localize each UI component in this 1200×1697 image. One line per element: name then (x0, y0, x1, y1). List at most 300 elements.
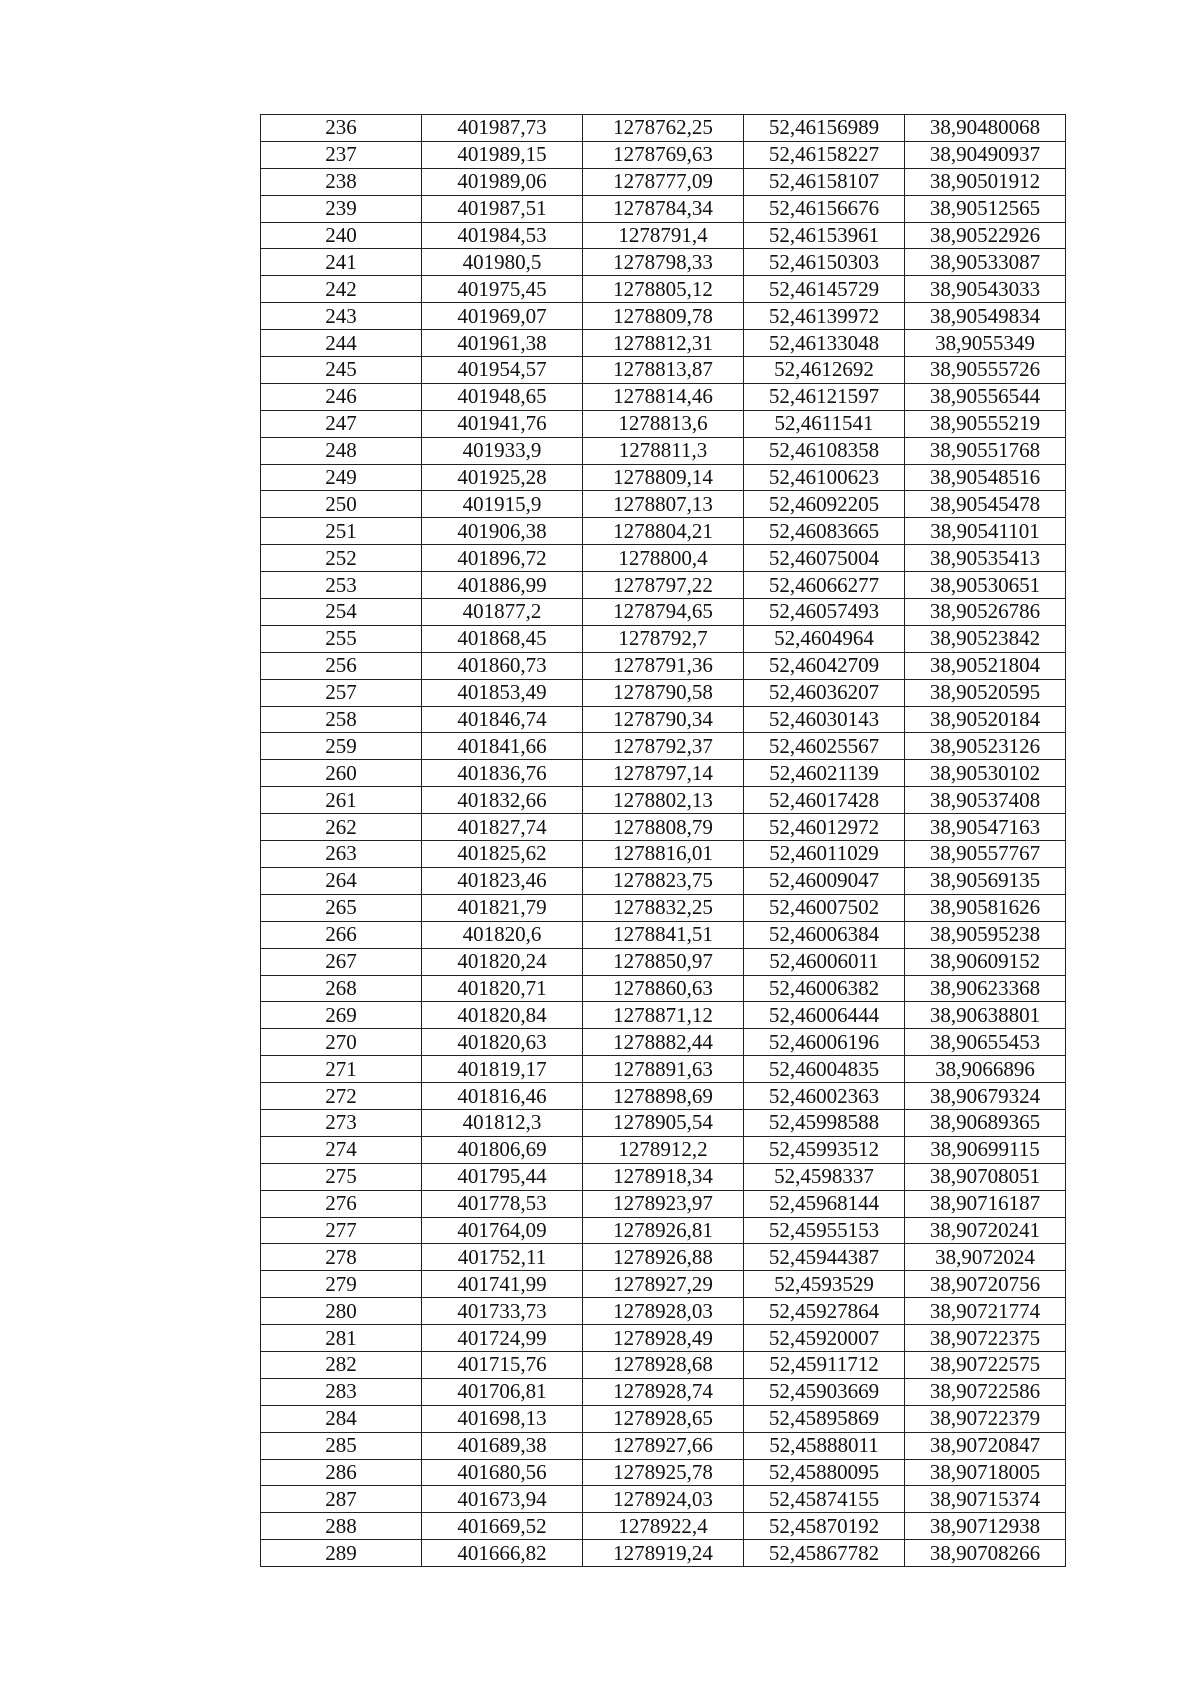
x-coordinate-cell: 401820,84 (422, 1002, 583, 1029)
y-coordinate-cell: 1278928,68 (583, 1351, 744, 1378)
table-row (261, 1244, 1066, 1271)
y-coordinate-cell: 1278791,4 (583, 222, 744, 249)
longitude-cell: 38,90556544 (905, 383, 1066, 410)
table-row (261, 948, 1066, 975)
point-number-cell: 238 (261, 168, 422, 195)
point-number-cell: 282 (261, 1351, 422, 1378)
longitude-cell: 38,90512565 (905, 195, 1066, 222)
latitude-cell: 52,46017428 (744, 787, 905, 814)
x-coordinate-cell: 401877,2 (422, 599, 583, 626)
table-row (261, 195, 1066, 222)
point-number-cell: 278 (261, 1244, 422, 1271)
latitude-cell: 52,46083665 (744, 518, 905, 545)
x-coordinate-cell: 401860,73 (422, 652, 583, 679)
longitude-cell: 38,90533087 (905, 249, 1066, 276)
point-number-cell: 250 (261, 491, 422, 518)
y-coordinate-cell: 1278924,03 (583, 1486, 744, 1513)
x-coordinate-cell: 401764,09 (422, 1217, 583, 1244)
y-coordinate-cell: 1278800,4 (583, 545, 744, 572)
latitude-cell: 52,46009047 (744, 867, 905, 894)
table-row (261, 625, 1066, 652)
latitude-cell: 52,46158227 (744, 141, 905, 168)
point-number-cell: 266 (261, 921, 422, 948)
point-number-cell: 289 (261, 1540, 422, 1567)
latitude-cell: 52,46150303 (744, 249, 905, 276)
y-coordinate-cell: 1278823,75 (583, 867, 744, 894)
latitude-cell: 52,46006444 (744, 1002, 905, 1029)
point-number-cell: 284 (261, 1405, 422, 1432)
table-row (261, 1271, 1066, 1298)
longitude-cell: 38,90720847 (905, 1432, 1066, 1459)
longitude-cell: 38,90722575 (905, 1351, 1066, 1378)
point-number-cell: 261 (261, 787, 422, 814)
longitude-cell: 38,90520184 (905, 706, 1066, 733)
x-coordinate-cell: 401673,94 (422, 1486, 583, 1513)
y-coordinate-cell: 1278927,29 (583, 1271, 744, 1298)
latitude-cell: 52,4598337 (744, 1163, 905, 1190)
longitude-cell: 38,90522926 (905, 222, 1066, 249)
y-coordinate-cell: 1278882,44 (583, 1029, 744, 1056)
y-coordinate-cell: 1278797,14 (583, 760, 744, 787)
table-row (261, 1190, 1066, 1217)
table-row (261, 1405, 1066, 1432)
latitude-cell: 52,45911712 (744, 1351, 905, 1378)
x-coordinate-cell: 401752,11 (422, 1244, 583, 1271)
longitude-cell: 38,90715374 (905, 1486, 1066, 1513)
table-row (261, 357, 1066, 384)
latitude-cell: 52,46108358 (744, 437, 905, 464)
y-coordinate-cell: 1278923,97 (583, 1190, 744, 1217)
table-row (261, 303, 1066, 330)
latitude-cell: 52,46021139 (744, 760, 905, 787)
table-row (261, 168, 1066, 195)
point-number-cell: 287 (261, 1486, 422, 1513)
x-coordinate-cell: 401819,17 (422, 1056, 583, 1083)
x-coordinate-cell: 401706,81 (422, 1378, 583, 1405)
longitude-cell: 38,90623368 (905, 975, 1066, 1002)
point-number-cell: 255 (261, 625, 422, 652)
point-number-cell: 256 (261, 652, 422, 679)
y-coordinate-cell: 1278926,81 (583, 1217, 744, 1244)
latitude-cell: 52,46006011 (744, 948, 905, 975)
y-coordinate-cell: 1278802,13 (583, 787, 744, 814)
point-number-cell: 276 (261, 1190, 422, 1217)
y-coordinate-cell: 1278792,7 (583, 625, 744, 652)
latitude-cell: 52,46100623 (744, 464, 905, 491)
table-row (261, 1083, 1066, 1110)
longitude-cell: 38,90549834 (905, 303, 1066, 330)
x-coordinate-cell: 401820,63 (422, 1029, 583, 1056)
latitude-cell: 52,45920007 (744, 1325, 905, 1352)
longitude-cell: 38,90720756 (905, 1271, 1066, 1298)
longitude-cell: 38,90581626 (905, 894, 1066, 921)
latitude-cell: 52,46092205 (744, 491, 905, 518)
y-coordinate-cell: 1278777,09 (583, 168, 744, 195)
point-number-cell: 258 (261, 706, 422, 733)
y-coordinate-cell: 1278791,36 (583, 652, 744, 679)
table-row (261, 1486, 1066, 1513)
x-coordinate-cell: 401733,73 (422, 1298, 583, 1325)
table-row (261, 867, 1066, 894)
x-coordinate-cell: 401925,28 (422, 464, 583, 491)
y-coordinate-cell: 1278804,21 (583, 518, 744, 545)
y-coordinate-cell: 1278928,65 (583, 1405, 744, 1432)
x-coordinate-cell: 401933,9 (422, 437, 583, 464)
table-row (261, 1217, 1066, 1244)
latitude-cell: 52,46156989 (744, 115, 905, 142)
longitude-cell: 38,90721774 (905, 1298, 1066, 1325)
point-number-cell: 273 (261, 1109, 422, 1136)
table-row (261, 545, 1066, 572)
point-number-cell: 254 (261, 599, 422, 626)
table-row (261, 572, 1066, 599)
x-coordinate-cell: 401906,38 (422, 518, 583, 545)
longitude-cell: 38,90523842 (905, 625, 1066, 652)
y-coordinate-cell: 1278816,01 (583, 841, 744, 868)
table-row (261, 679, 1066, 706)
x-coordinate-cell: 401820,6 (422, 921, 583, 948)
point-number-cell: 262 (261, 814, 422, 841)
table-row (261, 814, 1066, 841)
y-coordinate-cell: 1278809,14 (583, 464, 744, 491)
x-coordinate-cell: 401806,69 (422, 1136, 583, 1163)
x-coordinate-cell: 401989,15 (422, 141, 583, 168)
x-coordinate-cell: 401778,53 (422, 1190, 583, 1217)
latitude-cell: 52,45955153 (744, 1217, 905, 1244)
longitude-cell: 38,90547163 (905, 814, 1066, 841)
y-coordinate-cell: 1278805,12 (583, 276, 744, 303)
point-number-cell: 271 (261, 1056, 422, 1083)
point-number-cell: 246 (261, 383, 422, 410)
point-number-cell: 249 (261, 464, 422, 491)
longitude-cell: 38,90699115 (905, 1136, 1066, 1163)
longitude-cell: 38,90535413 (905, 545, 1066, 572)
x-coordinate-cell: 401987,73 (422, 115, 583, 142)
table-row (261, 518, 1066, 545)
y-coordinate-cell: 1278807,13 (583, 491, 744, 518)
longitude-cell: 38,90521804 (905, 652, 1066, 679)
latitude-cell: 52,45867782 (744, 1540, 905, 1567)
point-number-cell: 277 (261, 1217, 422, 1244)
point-number-cell: 268 (261, 975, 422, 1002)
x-coordinate-cell: 401896,72 (422, 545, 583, 572)
y-coordinate-cell: 1278841,51 (583, 921, 744, 948)
table-row (261, 1109, 1066, 1136)
point-number-cell: 253 (261, 572, 422, 599)
y-coordinate-cell: 1278808,79 (583, 814, 744, 841)
x-coordinate-cell: 401832,66 (422, 787, 583, 814)
y-coordinate-cell: 1278925,78 (583, 1459, 744, 1486)
y-coordinate-cell: 1278918,34 (583, 1163, 744, 1190)
y-coordinate-cell: 1278919,24 (583, 1540, 744, 1567)
table-row (261, 141, 1066, 168)
latitude-cell: 52,46156676 (744, 195, 905, 222)
point-number-cell: 243 (261, 303, 422, 330)
longitude-cell: 38,90551768 (905, 437, 1066, 464)
y-coordinate-cell: 1278860,63 (583, 975, 744, 1002)
coordinates-table-body (261, 115, 1066, 1567)
latitude-cell: 52,45998588 (744, 1109, 905, 1136)
latitude-cell: 52,45874155 (744, 1486, 905, 1513)
x-coordinate-cell: 401669,52 (422, 1513, 583, 1540)
latitude-cell: 52,46145729 (744, 276, 905, 303)
y-coordinate-cell: 1278811,3 (583, 437, 744, 464)
y-coordinate-cell: 1278790,34 (583, 706, 744, 733)
point-number-cell: 265 (261, 894, 422, 921)
latitude-cell: 52,45927864 (744, 1298, 905, 1325)
longitude-cell: 38,90480068 (905, 115, 1066, 142)
y-coordinate-cell: 1278769,63 (583, 141, 744, 168)
y-coordinate-cell: 1278809,78 (583, 303, 744, 330)
y-coordinate-cell: 1278797,22 (583, 572, 744, 599)
y-coordinate-cell: 1278814,46 (583, 383, 744, 410)
point-number-cell: 248 (261, 437, 422, 464)
point-number-cell: 244 (261, 330, 422, 357)
latitude-cell: 52,45968144 (744, 1190, 905, 1217)
y-coordinate-cell: 1278790,58 (583, 679, 744, 706)
latitude-cell: 52,46025567 (744, 733, 905, 760)
point-number-cell: 240 (261, 222, 422, 249)
latitude-cell: 52,46121597 (744, 383, 905, 410)
table-row (261, 491, 1066, 518)
table-row (261, 975, 1066, 1002)
point-number-cell: 267 (261, 948, 422, 975)
latitude-cell: 52,46006196 (744, 1029, 905, 1056)
latitude-cell: 52,4593529 (744, 1271, 905, 1298)
longitude-cell: 38,90718005 (905, 1459, 1066, 1486)
longitude-cell: 38,90526786 (905, 599, 1066, 626)
table-row (261, 733, 1066, 760)
longitude-cell: 38,90716187 (905, 1190, 1066, 1217)
latitude-cell: 52,45993512 (744, 1136, 905, 1163)
x-coordinate-cell: 401969,07 (422, 303, 583, 330)
point-number-cell: 242 (261, 276, 422, 303)
longitude-cell: 38,9072024 (905, 1244, 1066, 1271)
table-row (261, 921, 1066, 948)
longitude-cell: 38,90708051 (905, 1163, 1066, 1190)
latitude-cell: 52,46075004 (744, 545, 905, 572)
y-coordinate-cell: 1278762,25 (583, 115, 744, 142)
x-coordinate-cell: 401987,51 (422, 195, 583, 222)
y-coordinate-cell: 1278832,25 (583, 894, 744, 921)
longitude-cell: 38,90530651 (905, 572, 1066, 599)
table-row (261, 1298, 1066, 1325)
x-coordinate-cell: 401666,82 (422, 1540, 583, 1567)
x-coordinate-cell: 401825,62 (422, 841, 583, 868)
x-coordinate-cell: 401868,45 (422, 625, 583, 652)
latitude-cell: 52,45944387 (744, 1244, 905, 1271)
longitude-cell: 38,90655453 (905, 1029, 1066, 1056)
point-number-cell: 279 (261, 1271, 422, 1298)
point-number-cell: 281 (261, 1325, 422, 1352)
longitude-cell: 38,90595238 (905, 921, 1066, 948)
x-coordinate-cell: 401795,44 (422, 1163, 583, 1190)
table-row (261, 1432, 1066, 1459)
latitude-cell: 52,46004835 (744, 1056, 905, 1083)
x-coordinate-cell: 401715,76 (422, 1351, 583, 1378)
table-row (261, 249, 1066, 276)
table-row (261, 410, 1066, 437)
point-number-cell: 264 (261, 867, 422, 894)
point-number-cell: 272 (261, 1083, 422, 1110)
x-coordinate-cell: 401698,13 (422, 1405, 583, 1432)
latitude-cell: 52,45870192 (744, 1513, 905, 1540)
x-coordinate-cell: 401827,74 (422, 814, 583, 841)
coordinates-table (260, 114, 1066, 1567)
y-coordinate-cell: 1278813,87 (583, 357, 744, 384)
point-number-cell: 237 (261, 141, 422, 168)
latitude-cell: 52,46006382 (744, 975, 905, 1002)
longitude-cell: 38,90548516 (905, 464, 1066, 491)
x-coordinate-cell: 401741,99 (422, 1271, 583, 1298)
table-row (261, 222, 1066, 249)
x-coordinate-cell: 401846,74 (422, 706, 583, 733)
x-coordinate-cell: 401812,3 (422, 1109, 583, 1136)
y-coordinate-cell: 1278922,4 (583, 1513, 744, 1540)
longitude-cell: 38,90722379 (905, 1405, 1066, 1432)
y-coordinate-cell: 1278898,69 (583, 1083, 744, 1110)
x-coordinate-cell: 401820,24 (422, 948, 583, 975)
longitude-cell: 38,90541101 (905, 518, 1066, 545)
y-coordinate-cell: 1278798,33 (583, 249, 744, 276)
table-row (261, 1459, 1066, 1486)
longitude-cell: 38,90609152 (905, 948, 1066, 975)
longitude-cell: 38,90638801 (905, 1002, 1066, 1029)
latitude-cell: 52,4604964 (744, 625, 905, 652)
y-coordinate-cell: 1278813,6 (583, 410, 744, 437)
latitude-cell: 52,4611541 (744, 410, 905, 437)
latitude-cell: 52,46007502 (744, 894, 905, 921)
longitude-cell: 38,90712938 (905, 1513, 1066, 1540)
table-row (261, 760, 1066, 787)
table-row (261, 1540, 1066, 1567)
y-coordinate-cell: 1278850,97 (583, 948, 744, 975)
longitude-cell: 38,9066896 (905, 1056, 1066, 1083)
table-row (261, 1029, 1066, 1056)
point-number-cell: 286 (261, 1459, 422, 1486)
point-number-cell: 288 (261, 1513, 422, 1540)
latitude-cell: 52,46066277 (744, 572, 905, 599)
x-coordinate-cell: 401915,9 (422, 491, 583, 518)
table-row (261, 787, 1066, 814)
table-row (261, 841, 1066, 868)
y-coordinate-cell: 1278927,66 (583, 1432, 744, 1459)
x-coordinate-cell: 401980,5 (422, 249, 583, 276)
table-row (261, 1163, 1066, 1190)
y-coordinate-cell: 1278928,03 (583, 1298, 744, 1325)
longitude-cell: 38,90520595 (905, 679, 1066, 706)
longitude-cell: 38,90501912 (905, 168, 1066, 195)
point-number-cell: 270 (261, 1029, 422, 1056)
x-coordinate-cell: 401680,56 (422, 1459, 583, 1486)
point-number-cell: 269 (261, 1002, 422, 1029)
latitude-cell: 52,46042709 (744, 652, 905, 679)
longitude-cell: 38,90523126 (905, 733, 1066, 760)
latitude-cell: 52,46002363 (744, 1083, 905, 1110)
x-coordinate-cell: 401941,76 (422, 410, 583, 437)
table-row (261, 1351, 1066, 1378)
latitude-cell: 52,46036207 (744, 679, 905, 706)
table-row (261, 894, 1066, 921)
longitude-cell: 38,90569135 (905, 867, 1066, 894)
table-row (261, 1325, 1066, 1352)
point-number-cell: 251 (261, 518, 422, 545)
x-coordinate-cell: 401984,53 (422, 222, 583, 249)
longitude-cell: 38,90555726 (905, 357, 1066, 384)
point-number-cell: 245 (261, 357, 422, 384)
longitude-cell: 38,90720241 (905, 1217, 1066, 1244)
table-row (261, 1513, 1066, 1540)
longitude-cell: 38,90689365 (905, 1109, 1066, 1136)
latitude-cell: 52,45903669 (744, 1378, 905, 1405)
y-coordinate-cell: 1278928,49 (583, 1325, 744, 1352)
latitude-cell: 52,46030143 (744, 706, 905, 733)
point-number-cell: 260 (261, 760, 422, 787)
table-row (261, 652, 1066, 679)
latitude-cell: 52,45880095 (744, 1459, 905, 1486)
x-coordinate-cell: 401836,76 (422, 760, 583, 787)
longitude-cell: 38,90679324 (905, 1083, 1066, 1110)
latitude-cell: 52,46011029 (744, 841, 905, 868)
y-coordinate-cell: 1278912,2 (583, 1136, 744, 1163)
point-number-cell: 259 (261, 733, 422, 760)
table-row (261, 330, 1066, 357)
x-coordinate-cell: 401989,06 (422, 168, 583, 195)
point-number-cell: 274 (261, 1136, 422, 1163)
longitude-cell: 38,90545478 (905, 491, 1066, 518)
x-coordinate-cell: 401689,38 (422, 1432, 583, 1459)
y-coordinate-cell: 1278784,34 (583, 195, 744, 222)
table-row (261, 1002, 1066, 1029)
y-coordinate-cell: 1278812,31 (583, 330, 744, 357)
longitude-cell: 38,90490937 (905, 141, 1066, 168)
point-number-cell: 257 (261, 679, 422, 706)
point-number-cell: 241 (261, 249, 422, 276)
table-row (261, 115, 1066, 142)
point-number-cell: 263 (261, 841, 422, 868)
table-row (261, 599, 1066, 626)
latitude-cell: 52,46012972 (744, 814, 905, 841)
longitude-cell: 38,90722586 (905, 1378, 1066, 1405)
x-coordinate-cell: 401820,71 (422, 975, 583, 1002)
x-coordinate-cell: 401975,45 (422, 276, 583, 303)
x-coordinate-cell: 401886,99 (422, 572, 583, 599)
point-number-cell: 236 (261, 115, 422, 142)
table-row (261, 1136, 1066, 1163)
table-row (261, 1056, 1066, 1083)
x-coordinate-cell: 401948,65 (422, 383, 583, 410)
longitude-cell: 38,90708266 (905, 1540, 1066, 1567)
point-number-cell: 275 (261, 1163, 422, 1190)
latitude-cell: 52,46153961 (744, 222, 905, 249)
x-coordinate-cell: 401816,46 (422, 1083, 583, 1110)
table-row (261, 276, 1066, 303)
y-coordinate-cell: 1278792,37 (583, 733, 744, 760)
latitude-cell: 52,46057493 (744, 599, 905, 626)
latitude-cell: 52,46139972 (744, 303, 905, 330)
table-row (261, 437, 1066, 464)
x-coordinate-cell: 401954,57 (422, 357, 583, 384)
latitude-cell: 52,46158107 (744, 168, 905, 195)
longitude-cell: 38,90555219 (905, 410, 1066, 437)
longitude-cell: 38,90543033 (905, 276, 1066, 303)
table-row (261, 464, 1066, 491)
x-coordinate-cell: 401853,49 (422, 679, 583, 706)
latitude-cell: 52,46133048 (744, 330, 905, 357)
longitude-cell: 38,90722375 (905, 1325, 1066, 1352)
latitude-cell: 52,4612692 (744, 357, 905, 384)
point-number-cell: 283 (261, 1378, 422, 1405)
